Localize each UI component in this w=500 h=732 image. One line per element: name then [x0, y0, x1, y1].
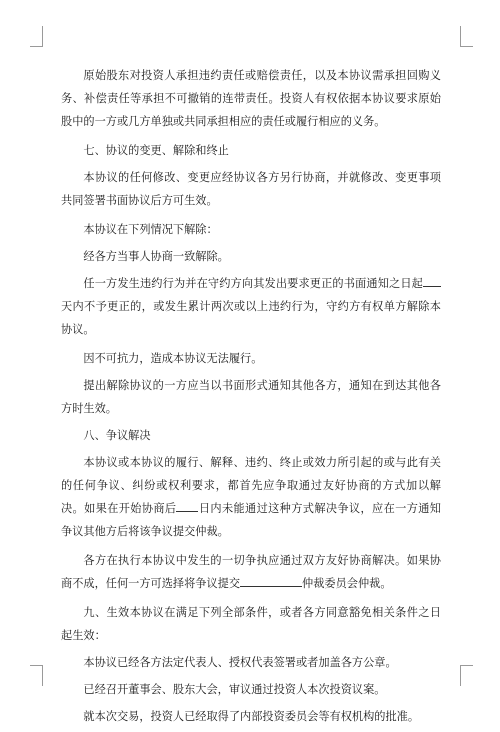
crop-mark-bottom-left [30, 665, 43, 686]
paragraph-dispute [61, 451, 441, 543]
blank-days-field [423, 274, 441, 287]
paragraph-committee-approval: 就本次交易，投资人已经取得了内部投资委员会等有权机构的批准。 [83, 710, 420, 723]
paragraph-termination-intro: 本协议在下列情况下解除： [83, 223, 218, 236]
paragraph-mutual-consent: 经各方当事人协商一致解除。 [83, 250, 229, 263]
dispute-text-a: 本协议或本协议的履行、解释、违约、终止或效力所引起的或与此有关的任何争议、纠纷或权利要求，都首先应争取通过友好协商的方式加以解决。如果在开始协商后 [61, 456, 441, 515]
document-body [61, 64, 441, 732]
dispute-text-b: 日内未能通过这种方式解决争议，应在一方通知争议其他方后将该争议提交仲裁。 [61, 502, 441, 538]
heading-section-8: 八、争议解决 [83, 429, 151, 442]
paragraph-signature: 本协议已经各方法定代表人、授权代表签署或者加盖各方公章。 [83, 656, 397, 669]
crop-mark-top-left [30, 26, 43, 47]
blank-dispute-days-field [176, 499, 198, 512]
paragraph-force-majeure: 因不可抗力，造成本协议无法履行。 [83, 352, 263, 365]
crop-mark-top-right [460, 26, 473, 47]
paragraph-arbitration [61, 549, 441, 595]
paragraph-notice: 提出解除协议的一方应当以书面形式通知其他各方，通知在到达其他各方时生效。 [61, 379, 441, 415]
paragraph-breach [61, 272, 441, 341]
blank-arbitration-body-field [240, 574, 302, 587]
arbitration-text-a: 各方在执行本协议中发生的一切争执应通过双方友好协商解决。如果协商不成，任何一方可选择将争议提交 [61, 554, 441, 590]
breach-text-b: 天内不予更正的，或发生累计两次或以上违约行为，守约方有权单方解除本协议。 [61, 300, 441, 336]
heading-section-9: 九、生效本协议在满足下列全部条件，或者各方同意豁免相关条件之日起生效： [61, 606, 441, 642]
paragraph-liability: 原始股东对投资人承担违约责任或赔偿责任，以及本协议需承担回购义务、补偿责任等承担不可撤销的连带责任。投资人有权依据本协议要求原始股中的一方或几方单独或共同承担相应的责任或履行相应的义务。 [61, 69, 441, 128]
breach-text-a: 任一方发生违约行为并在守约方向其发出要求更正的书面通知之日起 [83, 277, 423, 290]
crop-mark-bottom-right [460, 665, 473, 686]
paragraph-amendment: 本协议的任何修改、变更应经协议各方另行协商，并就修改、变更事项共同签署书面协议后方可生效。 [61, 171, 441, 207]
paragraph-board-approval: 已经召开董事会、股东大会，审议通过投资人本次投资议案。 [83, 683, 386, 696]
arbitration-text-b: 仲裁委员会仲裁。 [302, 577, 392, 590]
heading-section-7: 七、协议的变更、解除和终止 [83, 144, 229, 157]
